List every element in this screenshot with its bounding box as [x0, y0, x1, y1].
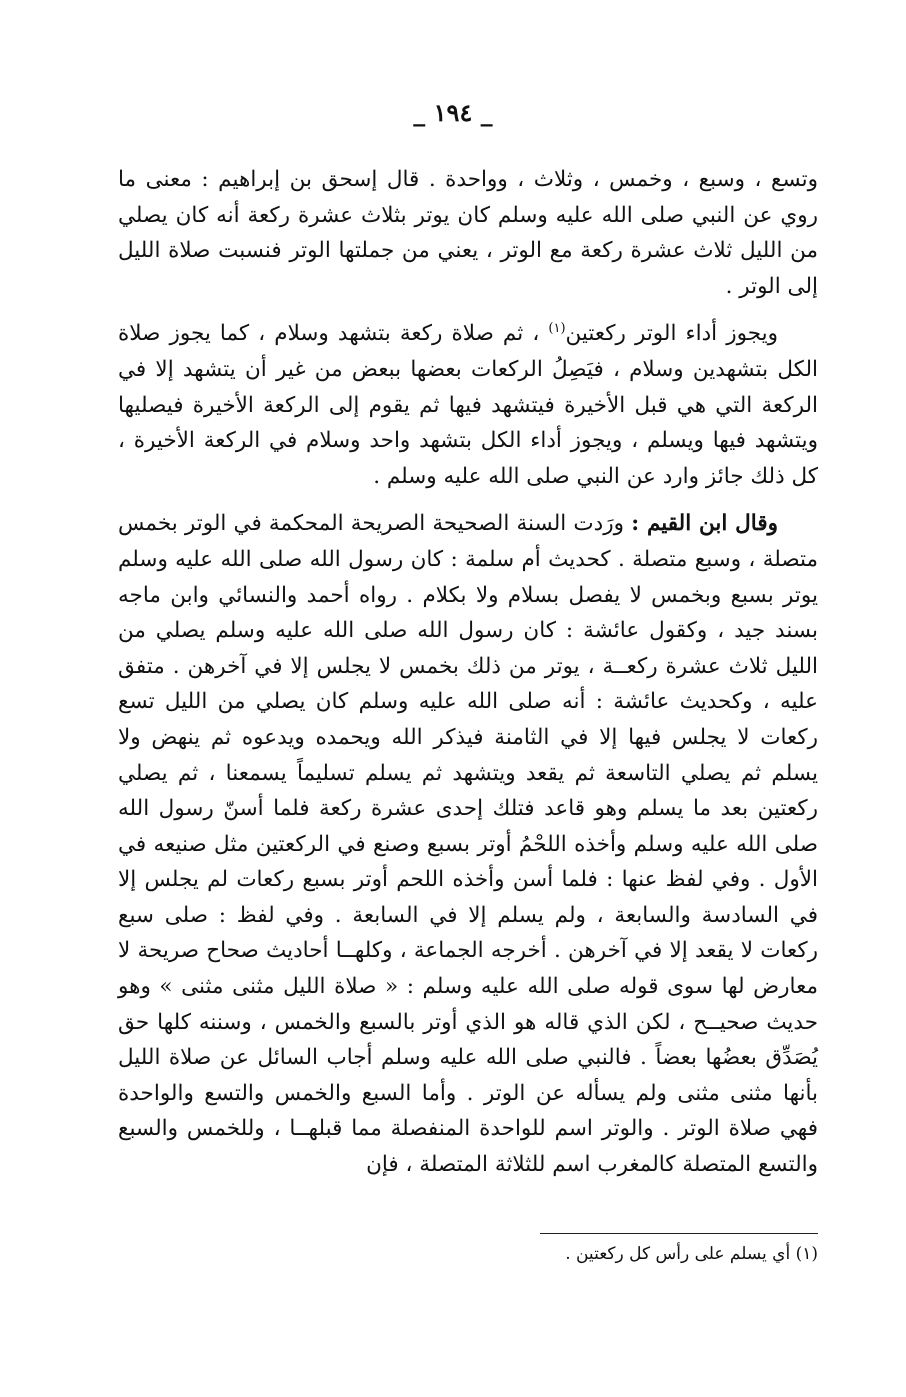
paragraph-1	[118, 162, 818, 304]
paragraph-2-text-before-ref: ويجوز أداء الوتر ركعتين	[565, 321, 778, 347]
paragraph-1-text: وتسع ، وسبع ، وخمس ، وثلاث ، وواحدة . قال إسحق بن إبراهيم : معنى ما روي عن النبي صلى الله عليه وسلم كان يوتر بثلاث عشرة ركعة أنه كان يصلي من الليل ثلاث عشرة ركعة مع الوتر ، يعني من جملتها الوتر فنسبت صلاة الليل إلى الوتر .	[118, 167, 818, 299]
paragraph-2-text: ، ثم صلاة ركعة بتشهد وسلام ، كما يجوز صلاة الكل بتشهدين وسلام ، فيَصِلُ الركعات بعضها ببعض من غير أن يتشهد إلا في الركعة التي هي قبل الأخيرة فيتشهد فيها ثم يقوم إلى الركعة الأخيرة فيصليها ويتشهد فيها ويسلم ، ويجوز أداء الكل بتشهد واحد وسلام في الركعة الأخيرة ، كل ذلك جائز وارد عن النبي صلى الله عليه وسلم .	[118, 321, 818, 489]
page-number: _ ١٩٤ _	[413, 98, 493, 127]
paragraph-2	[118, 316, 818, 494]
footnote: (١) أي يسلم على رأس كل ركعتين .	[565, 1244, 818, 1264]
footnote-reference[interactable]: (١)	[548, 321, 566, 337]
paragraph-3-text: ورَدت السنة الصحيحة الصريحة المحكمة في الوتر بخمس متصلة ، وسبع متصلة . كحديث أم سلمة : كان رسول الله صلى الله عليه وسلم يوتر بسبع وبخمس لا يفصل بسلام ولا بكلام . رواه أحمد والنسائي وابن ماجه بسند جيد ، وكقول عائشة : كان رسول الله صلى الله عليه وسلم يصلي من الليل ثلاث عشرة ركعــة ، يوتر من ذلك بخمس لا يجلس إلا في آخرهن . متفق عليه ، وكحديث عائشة : أنه صلى الله عليه وسلم كان يصلي من الليل تسع ركعات لا يجلس فيها إلا في الثامنة فيذكر الله ويحمده ويدعوه ثم ينهض ولا يسلم ثم يصلي التاسعة ثم يقعد ويتشهد ثم يسلم تسليماً يسمعنا ، ثم يصلي ركعتين بعد ما يسلم وهو قاعد فتلك إحدى عشرة ركعة فلما أسنّ رسول الله صلى الله عليه وسلم وأخذه اللحْمُ أوتر بسبع وصنع في الركعتين مثل صنيعه في الأول . وفي لفظ عنها : فلما أسن وأخذه اللحم أوتر بسبع ركعات لم يجلس إلا في السادسة والسابعة ، ولم يسلم إلا في السابعة . وفي لفظ : صلى سبع ركعات لا يقعد إلا في آخرهن . أخرجه الجماعة ، وكلهــا أحاديث صحاح صريحة لا معارض لها سوى قوله صلى الله عليه وسلم : « صلاة الليل مثنى مثنى » وهو حديث صحيــح ، لكن الذي قاله هو الذي أوتر بالسبع والخمس ، وسننه كلها حق يُصَدِّق بعضُها بعضاً . فالنبي صلى الله عليه وسلم أجاب السائل عن صلاة الليل بأنها مثنى مثنى ولم يسأله عن الوتر . وأما السبع والخمس والتسع والواحدة فهي صلاة الوتر . والوتر اسم للواحدة المنفصلة مما قبلهــا ، وللخمس والسبع والتسع المتصلة كالمغرب اسم للثلاثة المتصلة ، فإن	[118, 511, 818, 1178]
paragraph-3-lead: وقال ابن القيم :	[631, 511, 779, 537]
footnote-divider	[540, 1233, 818, 1234]
body-text	[118, 162, 818, 1183]
paragraph-3	[118, 506, 818, 1182]
